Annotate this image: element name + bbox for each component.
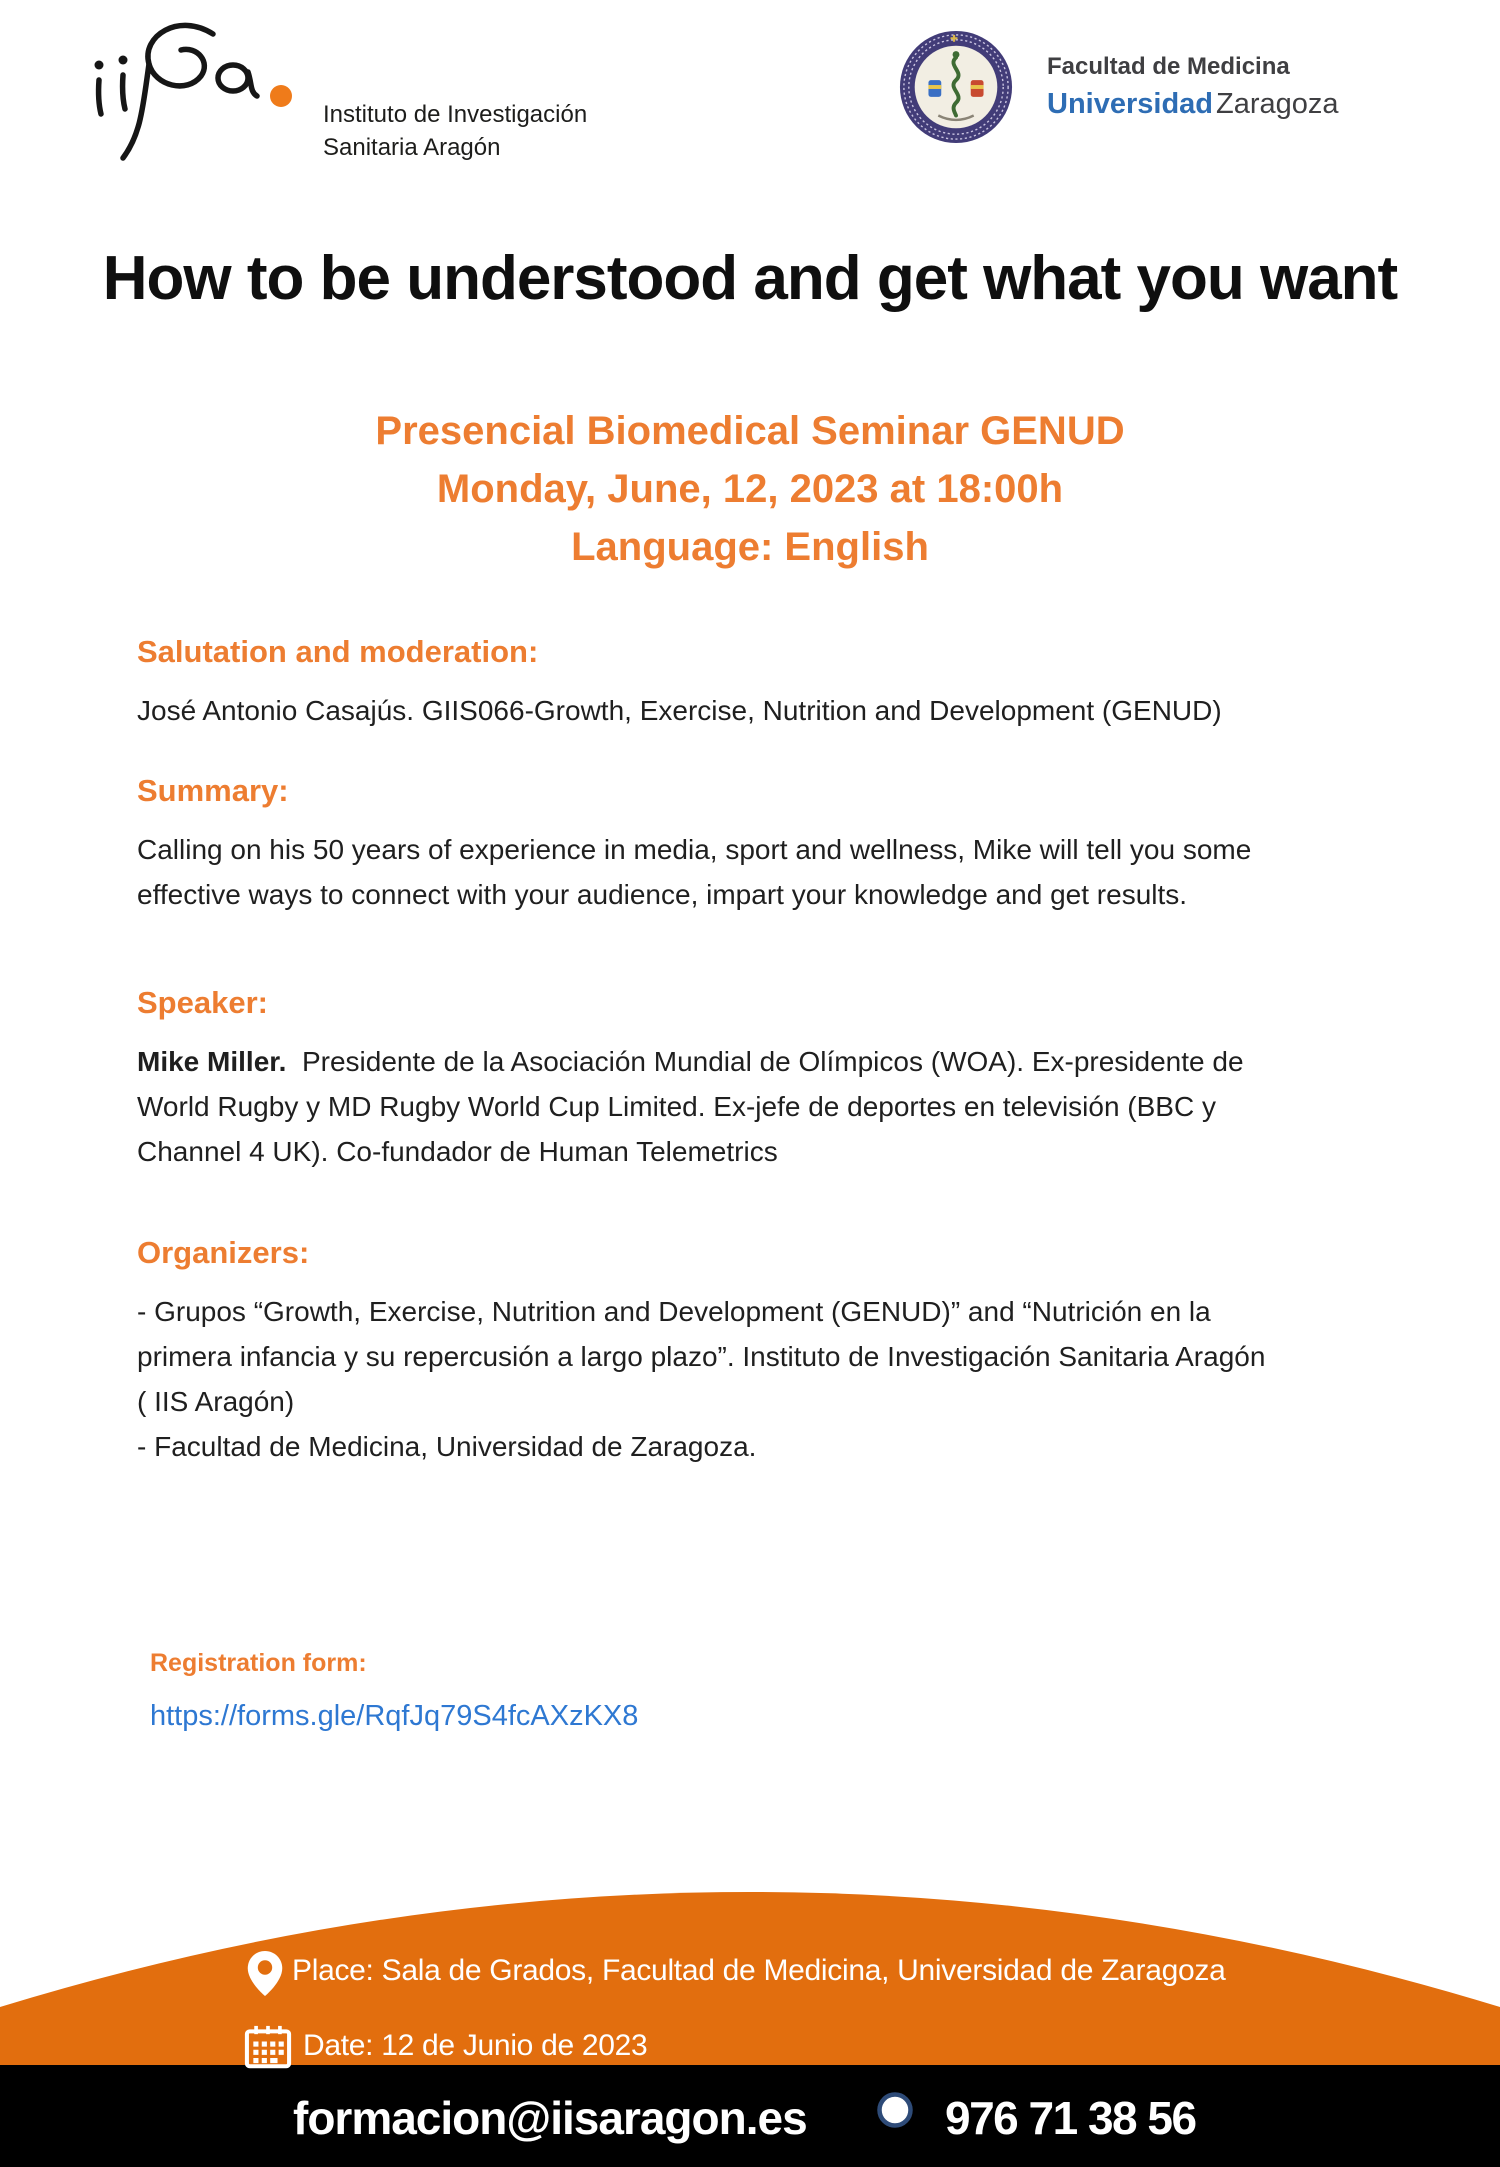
place-text: Place: Sala de Grados, Facultad de Medicina, Universidad de Zaragoza — [292, 1954, 1226, 1987]
salutation-body: José Antonio Casajús. GIIS066-Growth, Exercise, Nutrition and Development (GENUD) — [137, 695, 1222, 726]
text-line: Presencial Biomedical Seminar GENUD — [375, 409, 1125, 453]
section-summary — [137, 772, 1457, 917]
calendar-icon — [243, 2025, 293, 2069]
date-row — [243, 2025, 647, 2069]
iis-aragon-logo — [85, 18, 587, 168]
speaker-name: Mike Miller. — [137, 1046, 287, 1077]
universidad-zaragoza-line — [1047, 88, 1339, 121]
place-row — [247, 1950, 1225, 1997]
text-line: Calling on his 50 years of experience in media, sport and wellness, Mike will tell you some — [137, 834, 1252, 865]
text-line: Channel 4 UK). Co-fundador de Human Telemetrics — [137, 1136, 778, 1167]
text-line: World Rugby y MD Rugby World Cup Limited. Ex-jefe de deportes en televisión (BBC y — [137, 1091, 1216, 1122]
text-line: primera infancia y su repercusión a largo plazo”. Instituto de Investigación Sanitaria Aragón — [137, 1341, 1266, 1372]
speaker-body-line1 — [137, 1039, 1457, 1084]
text-line: effective ways to connect with your audience, impart your knowledge and get results. — [137, 879, 1188, 910]
registration-block — [150, 1648, 638, 1733]
facultad-medicina-logo — [897, 28, 1339, 146]
iis-logo-text — [323, 98, 587, 168]
speaker-body-lines — [137, 1084, 1457, 1174]
iis-logo-line2: Sanitaria Aragón — [323, 134, 501, 161]
seminar-subtitle — [0, 402, 1500, 576]
iis-logo-mark-icon — [85, 18, 315, 168]
universidad-wordmark: Universidad — [1047, 88, 1213, 120]
text-line: - Facultad de Medicina, Universidad de Zaragoza. — [137, 1431, 757, 1462]
text-line: - Grupos “Growth, Exercise, Nutrition and Development (GENUD)” and “Nutrición en la — [137, 1296, 1211, 1327]
section-salutation — [137, 633, 1457, 733]
map-pin-icon — [247, 1950, 283, 1997]
iis-logo-line1: Instituto de Investigación — [323, 101, 588, 128]
facultad-medicina-line: Facultad de Medicina — [1047, 53, 1290, 80]
page-title: How to be understood and get what you want — [102, 244, 1398, 313]
text-line: Monday, June, 12, 2023 at 18:00h — [436, 467, 1064, 511]
registration-heading: Registration form: — [150, 1649, 367, 1677]
phone-icon — [876, 2091, 914, 2129]
organizers-body — [137, 1289, 1457, 1469]
zaragoza-wordmark: Zaragoza — [1216, 88, 1339, 120]
date-text: Date: 12 de Junio de 2023 — [303, 2029, 648, 2062]
section-speaker — [137, 984, 1457, 1174]
salutation-heading: Salutation and moderation: — [137, 634, 539, 669]
registration-form-link[interactable]: https://forms.gle/RqfJq79S4fcAXzKX8 — [150, 1700, 639, 1732]
speaker-body — [137, 1039, 1457, 1174]
organizers-heading: Organizers: — [137, 1235, 310, 1270]
speaker-line1-rest: Presidente de la Asociación Mundial de Olímpicos (WOA). Ex-presidente de — [286, 1046, 1244, 1077]
contact-phone: 976 71 38 56 — [945, 2092, 1196, 2144]
facultad-medicina-seal-icon — [897, 28, 1015, 146]
facultad-medicina-text — [1047, 53, 1339, 121]
text-line: ( IIS Aragón) — [137, 1386, 295, 1417]
text-line: Language: English — [571, 525, 929, 569]
speaker-heading: Speaker: — [137, 985, 268, 1020]
section-organizers — [137, 1234, 1457, 1469]
summary-heading: Summary: — [137, 773, 289, 808]
contact-email: formacion@iisaragon.es — [293, 2092, 807, 2144]
summary-body — [137, 827, 1457, 917]
